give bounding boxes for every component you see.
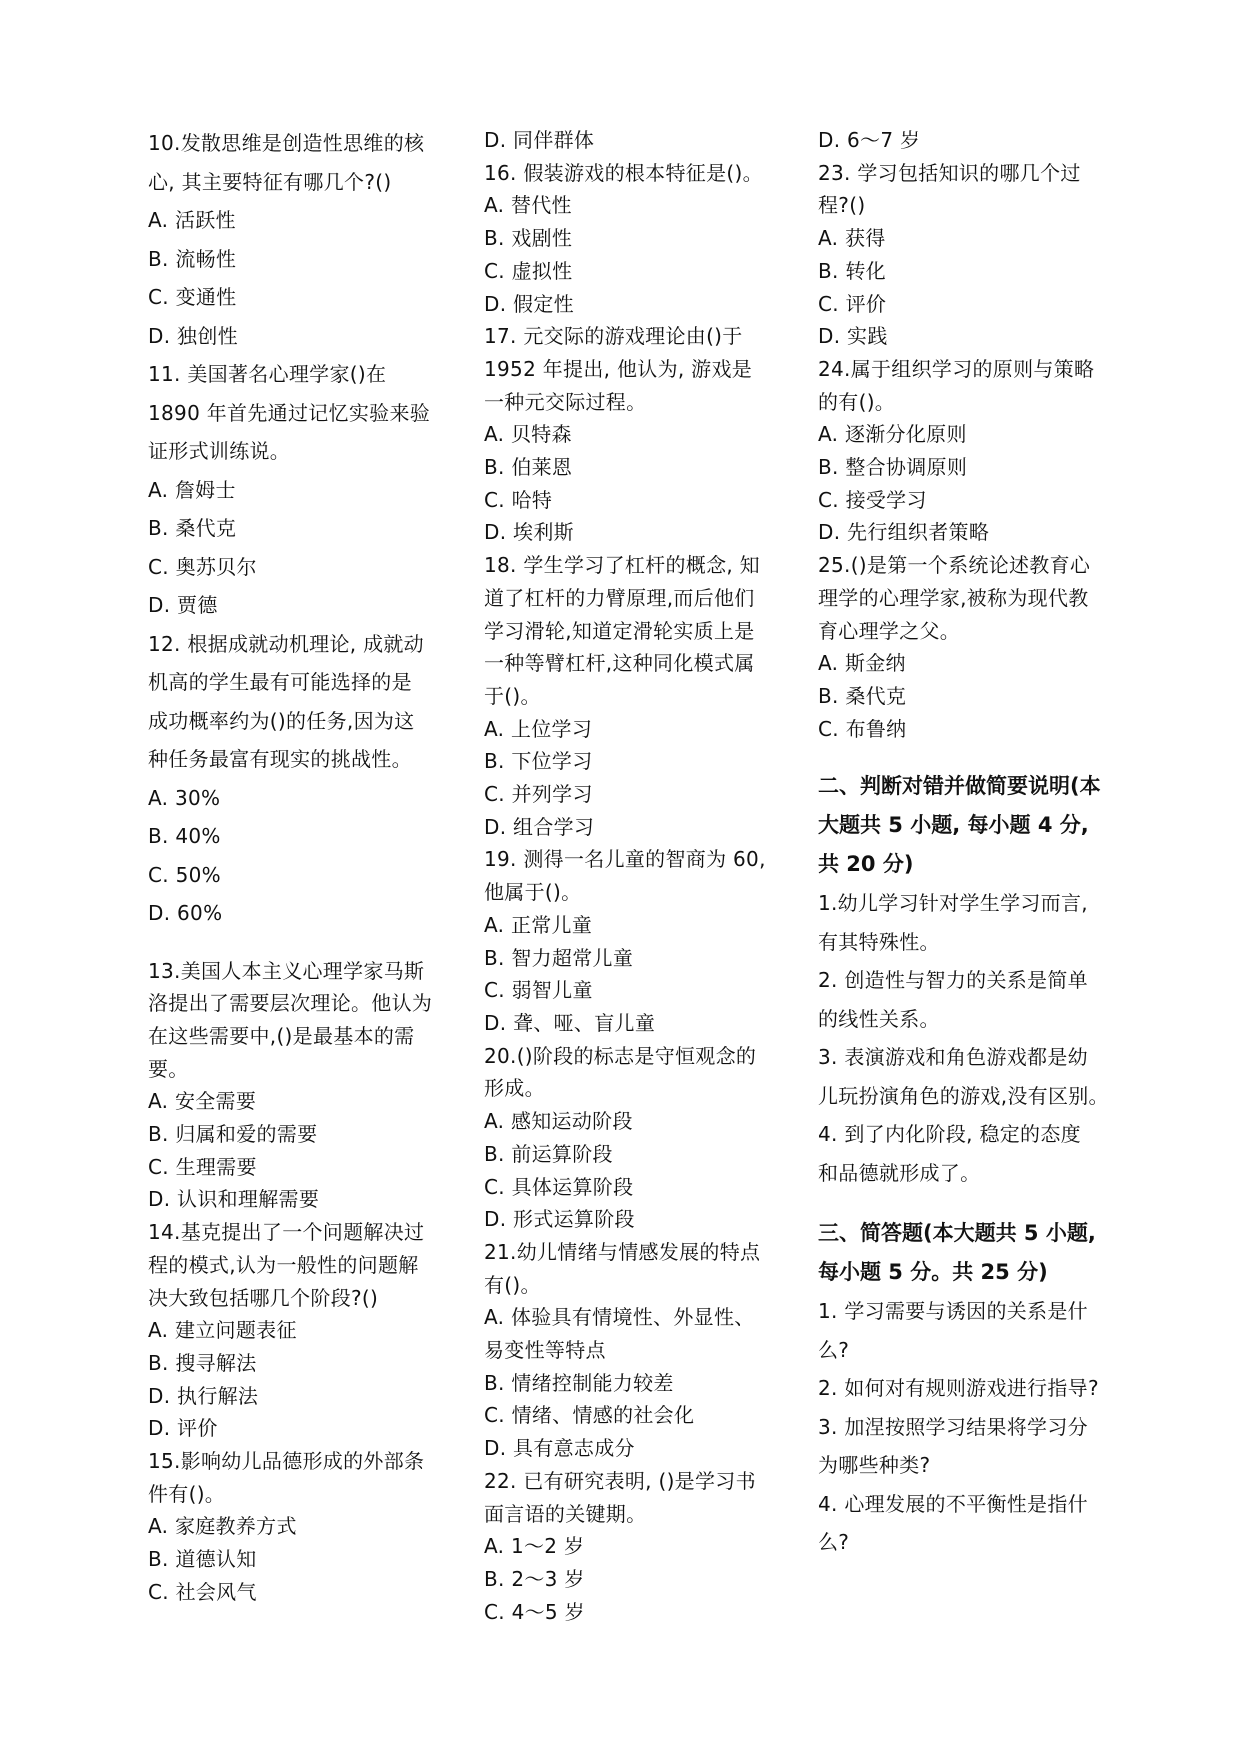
section-spacer	[818, 745, 1128, 767]
text-line: C. 4～5 岁	[484, 1599, 585, 1624]
text-line: D. 执行解法	[148, 1383, 259, 1408]
text-line: A. 贝特森	[484, 422, 572, 447]
text-line: 1. 学习需要与诱因的关系是什	[818, 1299, 1088, 1324]
text-line: 24.属于组织学习的原则与策略	[818, 356, 1095, 381]
text-line: 18. 学生学习了杠杆的概念, 知	[484, 553, 760, 578]
text-line: 1890 年首先通过记忆实验来验	[148, 400, 431, 425]
text-line: 形成。	[484, 1076, 545, 1101]
text-line: C. 奥苏贝尔	[148, 554, 257, 579]
text-line: 2. 创造性与智力的关系是简单	[818, 968, 1088, 993]
text-line: B. 流畅性	[148, 246, 237, 271]
text-line: B. 戏剧性	[484, 226, 573, 251]
text-line: D. 埃利斯	[484, 520, 574, 545]
text-line: 育心理学之父。	[818, 618, 961, 643]
text-line: D. 组合学习	[484, 814, 595, 839]
text-line: 16. 假装游戏的根本特征是()。	[484, 160, 763, 185]
text-line: B. 伯莱恩	[484, 455, 573, 480]
text-line: 有其特殊性。	[818, 929, 940, 954]
text-line: C. 接受学习	[818, 487, 927, 512]
text-line: B. 40%	[148, 824, 221, 848]
text-line: 成功概率约为()的任务,因为这	[148, 708, 415, 733]
text-line: C. 布鲁纳	[818, 716, 907, 741]
text-line: D. 60%	[148, 901, 223, 925]
text-line: 1952 年提出, 他认为, 游戏是	[484, 356, 753, 381]
text-line: 儿玩扮演角色的游戏,没有区别。	[818, 1083, 1109, 1108]
text-line: 4. 到了内化阶段, 稳定的态度	[818, 1122, 1081, 1147]
text-line: 10.发散思维是创造性思维的核	[148, 131, 425, 155]
text-line: B. 归属和爱的需要	[148, 1122, 318, 1147]
text-line: C. 变通性	[148, 285, 237, 309]
text-line: 在这些需要中,()是最基本的需	[148, 1023, 415, 1048]
text-line: C. 50%	[148, 862, 221, 887]
text-line: B. 整合协调原则	[818, 455, 968, 480]
text-line: A. 30%	[148, 785, 221, 810]
text-line: 种任务最富有现实的挑战性。	[148, 747, 412, 771]
text-line: A. 正常儿童	[484, 912, 593, 937]
text-line: 有()。	[484, 1272, 541, 1297]
text-line: A. 家庭教养方式	[148, 1514, 297, 1539]
section-heading-line: 每小题 5 分。共 25 分)	[818, 1260, 1048, 1285]
text-line: B. 情绪控制能力较差	[484, 1370, 674, 1395]
text-line: B. 桑代克	[818, 683, 907, 708]
text-line: 学习滑轮,知道定滑轮实质上是	[484, 618, 755, 643]
text-line: 的线性关系。	[818, 1006, 940, 1031]
text-line: D. 聋、哑、盲儿童	[484, 1010, 656, 1035]
text-line: 25.()是第一个系统论述教育心	[818, 553, 1091, 578]
text-line: 3. 表演游戏和角色游戏都是幼	[818, 1045, 1088, 1070]
text-line: D. 形式运算阶段	[484, 1207, 635, 1232]
text-line: 15.影响幼儿品德形成的外部条	[148, 1449, 425, 1474]
section-heading-line: 三、简答题(本大题共 5 小题,	[818, 1221, 1096, 1246]
text-line: B. 2～3 岁	[484, 1566, 585, 1591]
section-heading-line: 二、判断对错并做简要说明(本	[818, 774, 1101, 799]
text-line: A. 安全需要	[148, 1089, 257, 1114]
text-line: 20.()阶段的标志是守恒观念的	[484, 1043, 757, 1068]
text-line: 3. 加涅按照学习结果将学习分	[818, 1414, 1088, 1439]
text-line: B. 桑代克	[148, 516, 237, 540]
text-line: 的有()。	[818, 389, 896, 414]
text-line: 1.幼儿学习针对学生学习而言,	[818, 891, 1088, 916]
text-line: A. 体验具有情境性、外显性、	[484, 1305, 755, 1330]
section-heading-line: 共 20 分)	[818, 852, 914, 877]
text-line: 证形式训练说。	[148, 439, 291, 463]
text-line: D. 同伴群体	[484, 128, 595, 152]
text-line: B. 前运算阶段	[484, 1141, 613, 1166]
text-line: B. 转化	[818, 258, 886, 283]
text-line: D. 先行组织者策略	[818, 520, 990, 545]
text-line: C. 虚拟性	[484, 258, 573, 283]
text-line: A. 逐渐分化原则	[818, 422, 967, 447]
text-line: 于()。	[484, 683, 541, 708]
text-line: C. 情绪、情感的社会化	[484, 1403, 695, 1428]
text-line: C. 评价	[818, 291, 887, 316]
text-line: 22. 已有研究表明, ()是学习书	[484, 1468, 756, 1493]
text-line: C. 具体运算阶段	[484, 1174, 634, 1199]
section-spacer	[818, 1192, 1128, 1214]
text-line: A. 感知运动阶段	[484, 1109, 633, 1134]
text-line: D. 假定性	[484, 291, 574, 316]
text-line: 17. 元交际的游戏理论由()于	[484, 324, 743, 349]
text-line: 要。	[148, 1056, 189, 1081]
text-line: C. 弱智儿童	[484, 978, 593, 1003]
section-spacer	[148, 933, 458, 955]
text-line: 么?	[818, 1530, 850, 1555]
text-line: 洛提出了需要层次理论。他认为	[148, 991, 433, 1016]
text-line: C. 哈特	[484, 487, 553, 512]
text-line: A. 建立问题表征	[148, 1318, 297, 1343]
column-right	[818, 124, 1128, 1562]
text-line: D. 认识和理解需要	[148, 1187, 320, 1212]
text-line: 程的模式,认为一般性的问题解	[148, 1252, 419, 1277]
text-line: 21.幼儿情绪与情感发展的特点	[484, 1239, 761, 1264]
text-line: 13.美国人本主义心理学家马斯	[148, 958, 425, 983]
text-line: D. 具有意志成分	[484, 1436, 635, 1461]
text-line: C. 社会风气	[148, 1579, 257, 1604]
text-line: 12. 根据成就动机理论, 成就动	[148, 631, 424, 656]
text-line: D. 评价	[148, 1416, 218, 1441]
text-line: 一种等臂杠杆,这种同化模式属	[484, 651, 755, 676]
text-line: A. 活跃性	[148, 208, 236, 232]
text-line: B. 道德认知	[148, 1547, 257, 1572]
text-line: 和品德就形成了。	[818, 1160, 981, 1185]
text-line: 面言语的关键期。	[484, 1501, 647, 1526]
text-line: A. 1～2 岁	[484, 1534, 585, 1559]
text-line: 理学的心理学家,被称为现代教	[818, 585, 1089, 610]
text-line: 14.基克提出了一个问题解决过	[148, 1220, 425, 1245]
text-line: 2. 如何对有规则游戏进行指导?	[818, 1376, 1099, 1401]
text-line: C. 生理需要	[148, 1154, 257, 1179]
section-heading-line: 大题共 5 小题, 每小题 4 分,	[818, 813, 1089, 838]
text-line: 11. 美国著名心理学家()在	[148, 362, 387, 386]
column-left	[148, 124, 458, 1609]
text-line: 程?()	[818, 193, 866, 218]
text-line: B. 下位学习	[484, 749, 593, 774]
text-line: 4. 心理发展的不平衡性是指什	[818, 1491, 1088, 1516]
text-line: 易变性等特点	[484, 1338, 606, 1363]
text-line: 么?	[818, 1337, 850, 1362]
text-line: D. 贾德	[148, 593, 218, 617]
text-line: 为哪些种类?	[818, 1453, 931, 1478]
text-line: 件有()。	[148, 1481, 226, 1506]
text-line: 机高的学生最有可能选择的是	[148, 670, 412, 694]
text-line: 一种元交际过程。	[484, 389, 647, 414]
text-line: 他属于()。	[484, 880, 582, 905]
text-line: D. 实践	[818, 324, 888, 349]
text-line: A. 上位学习	[484, 716, 593, 741]
text-line: 23. 学习包括知识的哪几个过	[818, 160, 1081, 185]
text-line: A. 斯金纳	[818, 651, 906, 676]
text-line: D. 6～7 岁	[818, 128, 921, 152]
text-line: D. 独创性	[148, 323, 238, 348]
text-line: A. 詹姆士	[148, 477, 236, 502]
text-line: 19. 测得一名儿童的智商为 60,	[484, 847, 766, 872]
text-line: 心, 其主要特征有哪几个?()	[148, 169, 392, 194]
text-line: 道了杠杆的力臂原理,而后他们	[484, 585, 755, 610]
text-line: C. 并列学习	[484, 782, 593, 807]
text-line: B. 智力超常儿童	[484, 945, 634, 970]
text-line: A. 获得	[818, 226, 886, 251]
text-line: A. 替代性	[484, 193, 572, 218]
text-line: 决大致包括哪几个阶段?()	[148, 1285, 379, 1310]
column-middle	[484, 124, 794, 1628]
text-line: B. 搜寻解法	[148, 1350, 257, 1375]
